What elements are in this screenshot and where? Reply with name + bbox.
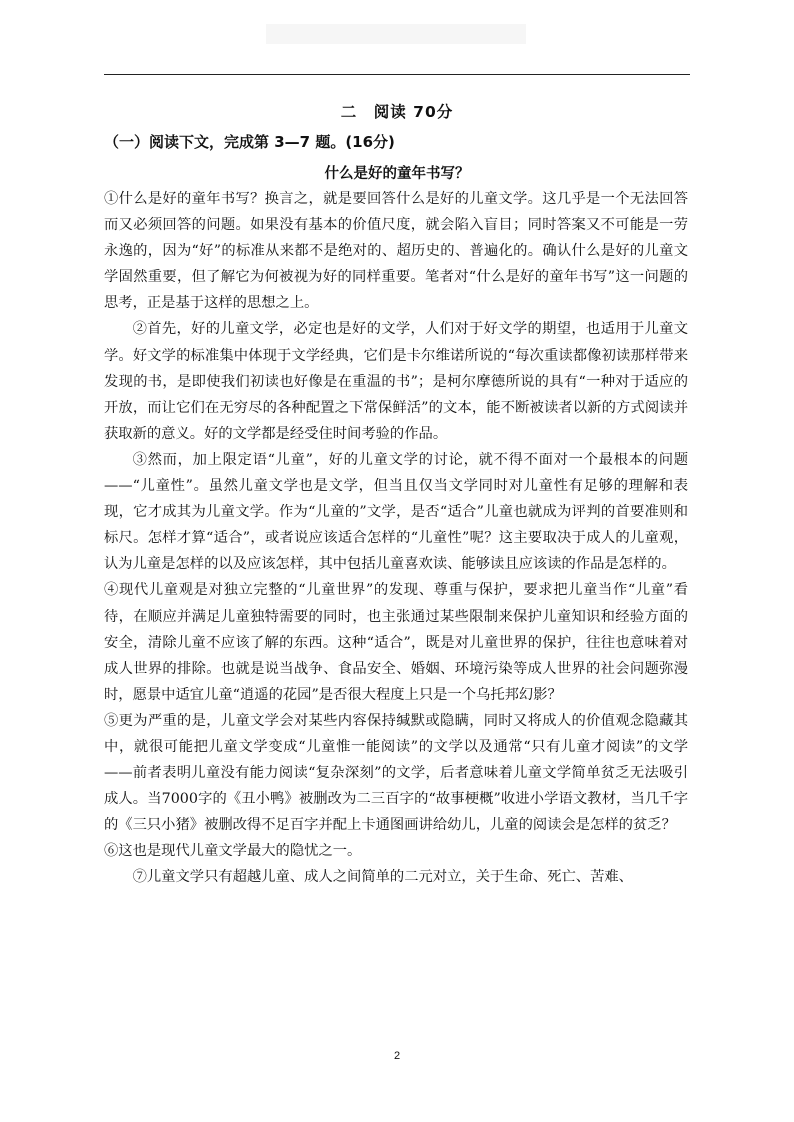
paragraph-1: ①什么是好的童年书写？换言之，就是要回答什么是好的儿童文学。这几乎是一个无法回答而又必须回答的问题。如果没有基本的价值尺度，就会陷入盲目；同时答案又不可能是一劳永逸的，因为“好”的标准从来都不是绝对的、超历史的、普遍化的。确认什么是好的儿童文学固然重要，但了解它为何被视为好的同样重要。笔者对“什么是好的童年书写”这一问题的思考，正是基于这样的思想之上。 xyxy=(104,191,688,312)
header-divider xyxy=(104,74,690,75)
paragraph-4: ④现代儿童观是对独立完整的“儿童世界”的发现、尊重与保护，要求把儿童当作“儿童”看待，在顺应并满足儿童独特需要的同时，也主张通过某些限制来保护儿童知识和经验方面的安全，清除儿童不应该了解的东西。这种“适合”，既是对儿童世界的保护，往往也意味着对成人世界的排除。也就是说当战争、食品安全、婚姻、环境污染等成人世界的社会问题弥漫时，愿景中适宜儿童“逍遥的花园”是否很大程度上只是一个乌托邦幻影？ xyxy=(104,582,688,703)
paragraph-2: ②首先，好的儿童文学，必定也是好的文学，人们对于好文学的期望，也适用于儿童文学。好文学的标准集中体现于文学经典，它们是卡尔维诺所说的“每次重读都像初读那样带来发现的书，是即使我们初读也好像是在重温的书”；是柯尔摩德所说的具有“一种对于适应的开放，而让它们在无穷尽的各种配置之下常保鲜活”的文本，能不断被读者以新的方式阅读并获取新的意义。好的文学都是经受住时间考验的作品。 xyxy=(104,321,688,442)
paragraph-3: ③然而，加上限定语“儿童”，好的儿童文学的讨论，就不得不面对一个最根本的问题——“儿童性”。虽然儿童文学也是文学，但当且仅当文学同时对儿童性有足够的理解和表现，它才成其为儿童文学。作为“儿童的”文学，是否“适合”儿童也就成为评判的首要准则和标尺。怎样才算“适合”，或者说应该适合怎样的“儿童性”呢？这主要取决于成人的儿童观，认为儿童是怎样的以及应该怎样，其中包括儿童喜欢读、能够读且应该读的作品是怎样的。 xyxy=(104,451,688,573)
paragraph-7: ⑦儿童文学只有超越儿童、成人之间简单的二元对立，关于生命、死亡、苦难、 xyxy=(132,869,633,886)
task-instruction: （一）阅读下文，完成第 3—7 题。(16分) xyxy=(104,133,395,151)
page-number: 2 xyxy=(393,1050,401,1062)
article-title: 什么是好的童年书写？ xyxy=(324,166,470,182)
paragraph-5: ⑤更为严重的是，儿童文学会对某些内容保持缄默或隐瞒，同时又将成人的价值观念隐藏其中，就很可能把儿童文学变成“儿童惟一能阅读”的文学以及通常“只有儿童才阅读”的文学——前者表明儿童没有能力阅读“复杂深刻”的文学，后者意味着儿童文学简单贫乏无法吸引成人。当7000字的《丑小鸭》被删改为二三百字的“故事梗概”收进小学语文教材，当几千字的《三只小猪》被删改得不足百字并配上卡通图画讲给幼儿，儿童的阅读会是怎样的贫乏？ xyxy=(104,712,688,834)
article-body xyxy=(104,186,688,891)
paragraph-6: ⑥这也是现代儿童文学最大的隐忧之一。 xyxy=(104,843,362,860)
header-watermark-area xyxy=(266,24,526,44)
section-title: 二 阅读 70分 xyxy=(340,103,454,121)
